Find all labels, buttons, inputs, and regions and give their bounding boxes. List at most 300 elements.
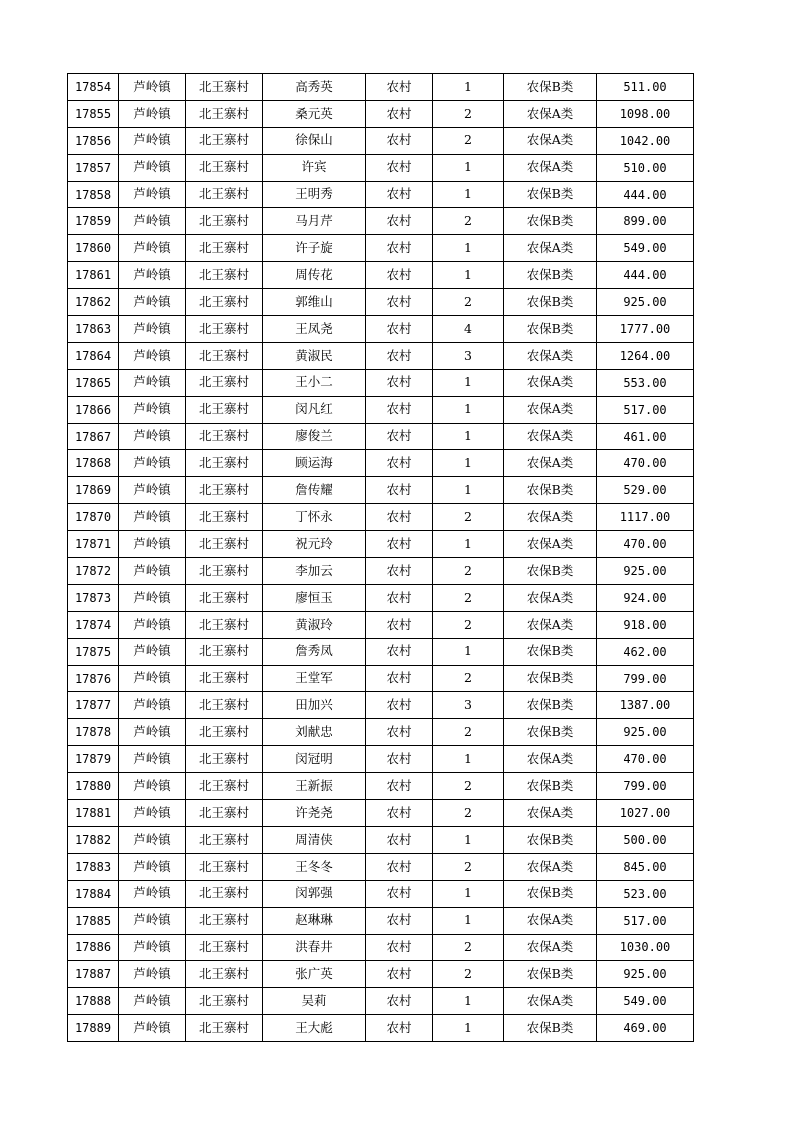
member-count-cell: 3 <box>433 342 504 369</box>
member-count-cell: 1 <box>433 880 504 907</box>
member-count-cell: 4 <box>433 316 504 343</box>
household-type-cell: 农村 <box>366 127 433 154</box>
insurance-category-cell: 农保A类 <box>504 584 597 611</box>
town-cell: 芦岭镇 <box>119 369 186 396</box>
household-type-cell: 农村 <box>366 746 433 773</box>
record-id-cell: 17878 <box>68 719 119 746</box>
person-name-cell: 闵郭强 <box>263 880 366 907</box>
person-name-cell: 祝元玲 <box>263 531 366 558</box>
member-count-cell: 1 <box>433 988 504 1015</box>
town-cell: 芦岭镇 <box>119 450 186 477</box>
record-id-cell: 17855 <box>68 100 119 127</box>
record-id-cell: 17863 <box>68 316 119 343</box>
village-cell: 北王寨村 <box>186 907 263 934</box>
town-cell: 芦岭镇 <box>119 907 186 934</box>
household-type-cell: 农村 <box>366 638 433 665</box>
member-count-cell: 1 <box>433 477 504 504</box>
household-type-cell: 农村 <box>366 880 433 907</box>
town-cell: 芦岭镇 <box>119 584 186 611</box>
insurance-category-cell: 农保A类 <box>504 100 597 127</box>
record-id-cell: 17882 <box>68 826 119 853</box>
household-type-cell: 农村 <box>366 531 433 558</box>
amount-cell: 1117.00 <box>597 504 694 531</box>
insurance-category-cell: 农保B类 <box>504 961 597 988</box>
village-cell: 北王寨村 <box>186 692 263 719</box>
member-count-cell: 2 <box>433 611 504 638</box>
town-cell: 芦岭镇 <box>119 880 186 907</box>
town-cell: 芦岭镇 <box>119 181 186 208</box>
member-count-cell: 1 <box>433 235 504 262</box>
town-cell: 芦岭镇 <box>119 558 186 585</box>
person-name-cell: 周清侠 <box>263 826 366 853</box>
record-id-cell: 17872 <box>68 558 119 585</box>
village-cell: 北王寨村 <box>186 369 263 396</box>
member-count-cell: 3 <box>433 692 504 719</box>
person-name-cell: 洪春井 <box>263 934 366 961</box>
member-count-cell: 1 <box>433 1015 504 1042</box>
person-name-cell: 郭维山 <box>263 289 366 316</box>
member-count-cell: 2 <box>433 127 504 154</box>
town-cell: 芦岭镇 <box>119 127 186 154</box>
record-id-cell: 17856 <box>68 127 119 154</box>
amount-cell: 462.00 <box>597 638 694 665</box>
member-count-cell: 1 <box>433 907 504 934</box>
record-id-cell: 17861 <box>68 262 119 289</box>
village-cell: 北王寨村 <box>186 638 263 665</box>
table-row <box>68 450 694 477</box>
member-count-cell: 1 <box>433 746 504 773</box>
person-name-cell: 刘献忠 <box>263 719 366 746</box>
village-cell: 北王寨村 <box>186 826 263 853</box>
member-count-cell: 2 <box>433 289 504 316</box>
table-row <box>68 262 694 289</box>
town-cell: 芦岭镇 <box>119 316 186 343</box>
amount-cell: 925.00 <box>597 289 694 316</box>
village-cell: 北王寨村 <box>186 665 263 692</box>
village-cell: 北王寨村 <box>186 208 263 235</box>
member-count-cell: 1 <box>433 74 504 101</box>
insurance-category-cell: 农保B类 <box>504 880 597 907</box>
town-cell: 芦岭镇 <box>119 611 186 638</box>
town-cell: 芦岭镇 <box>119 396 186 423</box>
town-cell: 芦岭镇 <box>119 262 186 289</box>
household-type-cell: 农村 <box>366 154 433 181</box>
person-name-cell: 黄淑民 <box>263 342 366 369</box>
records-table-body <box>68 74 694 1042</box>
amount-cell: 1264.00 <box>597 342 694 369</box>
insurance-category-cell: 农保B类 <box>504 316 597 343</box>
person-name-cell: 田加兴 <box>263 692 366 719</box>
amount-cell: 470.00 <box>597 450 694 477</box>
village-cell: 北王寨村 <box>186 74 263 101</box>
member-count-cell: 2 <box>433 961 504 988</box>
village-cell: 北王寨村 <box>186 584 263 611</box>
insurance-category-cell: 农保A类 <box>504 531 597 558</box>
household-type-cell: 农村 <box>366 504 433 531</box>
table-row <box>68 316 694 343</box>
amount-cell: 918.00 <box>597 611 694 638</box>
town-cell: 芦岭镇 <box>119 853 186 880</box>
insurance-category-cell: 农保A类 <box>504 611 597 638</box>
household-type-cell: 农村 <box>366 611 433 638</box>
town-cell: 芦岭镇 <box>119 342 186 369</box>
table-row <box>68 880 694 907</box>
household-type-cell: 农村 <box>366 423 433 450</box>
person-name-cell: 徐保山 <box>263 127 366 154</box>
person-name-cell: 赵琳琳 <box>263 907 366 934</box>
village-cell: 北王寨村 <box>186 746 263 773</box>
village-cell: 北王寨村 <box>186 450 263 477</box>
insurance-category-cell: 农保B类 <box>504 262 597 289</box>
household-type-cell: 农村 <box>366 934 433 961</box>
person-name-cell: 王冬冬 <box>263 853 366 880</box>
record-id-cell: 17881 <box>68 800 119 827</box>
insurance-category-cell: 农保B类 <box>504 665 597 692</box>
amount-cell: 529.00 <box>597 477 694 504</box>
household-type-cell: 农村 <box>366 369 433 396</box>
member-count-cell: 2 <box>433 800 504 827</box>
record-id-cell: 17865 <box>68 369 119 396</box>
record-id-cell: 17877 <box>68 692 119 719</box>
person-name-cell: 顾运海 <box>263 450 366 477</box>
household-type-cell: 农村 <box>366 74 433 101</box>
record-id-cell: 17883 <box>68 853 119 880</box>
village-cell: 北王寨村 <box>186 611 263 638</box>
town-cell: 芦岭镇 <box>119 235 186 262</box>
record-id-cell: 17879 <box>68 746 119 773</box>
household-type-cell: 农村 <box>366 826 433 853</box>
table-row <box>68 74 694 101</box>
village-cell: 北王寨村 <box>186 961 263 988</box>
insurance-category-cell: 农保B类 <box>504 74 597 101</box>
village-cell: 北王寨村 <box>186 342 263 369</box>
record-id-cell: 17867 <box>68 423 119 450</box>
insurance-category-cell: 农保A类 <box>504 342 597 369</box>
amount-cell: 461.00 <box>597 423 694 450</box>
amount-cell: 517.00 <box>597 396 694 423</box>
amount-cell: 549.00 <box>597 235 694 262</box>
record-id-cell: 17870 <box>68 504 119 531</box>
table-row <box>68 1015 694 1042</box>
amount-cell: 469.00 <box>597 1015 694 1042</box>
household-type-cell: 农村 <box>366 100 433 127</box>
person-name-cell: 廖俊兰 <box>263 423 366 450</box>
member-count-cell: 1 <box>433 423 504 450</box>
record-id-cell: 17864 <box>68 342 119 369</box>
member-count-cell: 1 <box>433 396 504 423</box>
household-type-cell: 农村 <box>366 450 433 477</box>
table-row <box>68 100 694 127</box>
person-name-cell: 詹秀凤 <box>263 638 366 665</box>
person-name-cell: 周传花 <box>263 262 366 289</box>
table-row <box>68 934 694 961</box>
insurance-category-cell: 农保A类 <box>504 907 597 934</box>
village-cell: 北王寨村 <box>186 558 263 585</box>
insurance-category-cell: 农保B类 <box>504 638 597 665</box>
amount-cell: 470.00 <box>597 746 694 773</box>
town-cell: 芦岭镇 <box>119 665 186 692</box>
household-type-cell: 农村 <box>366 208 433 235</box>
insurance-category-cell: 农保A类 <box>504 127 597 154</box>
records-table <box>67 73 694 1042</box>
person-name-cell: 桑元英 <box>263 100 366 127</box>
person-name-cell: 詹传耀 <box>263 477 366 504</box>
insurance-category-cell: 农保A类 <box>504 369 597 396</box>
amount-cell: 925.00 <box>597 961 694 988</box>
village-cell: 北王寨村 <box>186 773 263 800</box>
member-count-cell: 1 <box>433 531 504 558</box>
village-cell: 北王寨村 <box>186 1015 263 1042</box>
insurance-category-cell: 农保A类 <box>504 235 597 262</box>
amount-cell: 799.00 <box>597 773 694 800</box>
town-cell: 芦岭镇 <box>119 961 186 988</box>
table-row <box>68 853 694 880</box>
table-row <box>68 611 694 638</box>
insurance-category-cell: 农保A类 <box>504 853 597 880</box>
village-cell: 北王寨村 <box>186 262 263 289</box>
member-count-cell: 2 <box>433 100 504 127</box>
insurance-category-cell: 农保A类 <box>504 988 597 1015</box>
table-row <box>68 154 694 181</box>
village-cell: 北王寨村 <box>186 853 263 880</box>
table-row <box>68 907 694 934</box>
amount-cell: 1098.00 <box>597 100 694 127</box>
insurance-category-cell: 农保B类 <box>504 181 597 208</box>
record-sheet <box>67 73 693 1042</box>
table-row <box>68 961 694 988</box>
town-cell: 芦岭镇 <box>119 423 186 450</box>
insurance-category-cell: 农保A类 <box>504 746 597 773</box>
member-count-cell: 1 <box>433 181 504 208</box>
town-cell: 芦岭镇 <box>119 504 186 531</box>
household-type-cell: 农村 <box>366 907 433 934</box>
record-id-cell: 17888 <box>68 988 119 1015</box>
member-count-cell: 2 <box>433 719 504 746</box>
amount-cell: 1777.00 <box>597 316 694 343</box>
household-type-cell: 农村 <box>366 342 433 369</box>
person-name-cell: 黄淑玲 <box>263 611 366 638</box>
household-type-cell: 农村 <box>366 665 433 692</box>
record-id-cell: 17876 <box>68 665 119 692</box>
insurance-category-cell: 农保B类 <box>504 692 597 719</box>
village-cell: 北王寨村 <box>186 719 263 746</box>
member-count-cell: 2 <box>433 665 504 692</box>
household-type-cell: 农村 <box>366 719 433 746</box>
record-id-cell: 17862 <box>68 289 119 316</box>
amount-cell: 1042.00 <box>597 127 694 154</box>
record-id-cell: 17880 <box>68 773 119 800</box>
table-row <box>68 746 694 773</box>
record-id-cell: 17868 <box>68 450 119 477</box>
insurance-category-cell: 农保B类 <box>504 477 597 504</box>
town-cell: 芦岭镇 <box>119 289 186 316</box>
amount-cell: 444.00 <box>597 262 694 289</box>
record-id-cell: 17889 <box>68 1015 119 1042</box>
town-cell: 芦岭镇 <box>119 773 186 800</box>
table-row <box>68 235 694 262</box>
village-cell: 北王寨村 <box>186 289 263 316</box>
amount-cell: 925.00 <box>597 558 694 585</box>
person-name-cell: 王大彪 <box>263 1015 366 1042</box>
table-row <box>68 584 694 611</box>
town-cell: 芦岭镇 <box>119 800 186 827</box>
village-cell: 北王寨村 <box>186 531 263 558</box>
village-cell: 北王寨村 <box>186 100 263 127</box>
town-cell: 芦岭镇 <box>119 531 186 558</box>
record-id-cell: 17859 <box>68 208 119 235</box>
insurance-category-cell: 农保B类 <box>504 208 597 235</box>
insurance-category-cell: 农保B类 <box>504 558 597 585</box>
table-row <box>68 692 694 719</box>
town-cell: 芦岭镇 <box>119 154 186 181</box>
person-name-cell: 李加云 <box>263 558 366 585</box>
record-id-cell: 17875 <box>68 638 119 665</box>
insurance-category-cell: 农保A类 <box>504 154 597 181</box>
amount-cell: 510.00 <box>597 154 694 181</box>
amount-cell: 511.00 <box>597 74 694 101</box>
amount-cell: 549.00 <box>597 988 694 1015</box>
village-cell: 北王寨村 <box>186 477 263 504</box>
town-cell: 芦岭镇 <box>119 100 186 127</box>
table-row <box>68 181 694 208</box>
person-name-cell: 马月芹 <box>263 208 366 235</box>
table-row <box>68 342 694 369</box>
amount-cell: 1027.00 <box>597 800 694 827</box>
table-row <box>68 127 694 154</box>
town-cell: 芦岭镇 <box>119 719 186 746</box>
table-row <box>68 289 694 316</box>
town-cell: 芦岭镇 <box>119 74 186 101</box>
insurance-category-cell: 农保B类 <box>504 1015 597 1042</box>
household-type-cell: 农村 <box>366 800 433 827</box>
member-count-cell: 1 <box>433 369 504 396</box>
person-name-cell: 闵冠明 <box>263 746 366 773</box>
table-row <box>68 800 694 827</box>
table-row <box>68 531 694 558</box>
person-name-cell: 王堂军 <box>263 665 366 692</box>
record-id-cell: 17854 <box>68 74 119 101</box>
table-row <box>68 504 694 531</box>
member-count-cell: 2 <box>433 934 504 961</box>
person-name-cell: 王新振 <box>263 773 366 800</box>
town-cell: 芦岭镇 <box>119 934 186 961</box>
person-name-cell: 高秀英 <box>263 74 366 101</box>
amount-cell: 899.00 <box>597 208 694 235</box>
amount-cell: 799.00 <box>597 665 694 692</box>
insurance-category-cell: 农保A类 <box>504 934 597 961</box>
person-name-cell: 廖恒玉 <box>263 584 366 611</box>
town-cell: 芦岭镇 <box>119 208 186 235</box>
insurance-category-cell: 农保A类 <box>504 450 597 477</box>
table-row <box>68 773 694 800</box>
table-row <box>68 208 694 235</box>
amount-cell: 517.00 <box>597 907 694 934</box>
town-cell: 芦岭镇 <box>119 692 186 719</box>
village-cell: 北王寨村 <box>186 934 263 961</box>
household-type-cell: 农村 <box>366 316 433 343</box>
household-type-cell: 农村 <box>366 853 433 880</box>
table-row <box>68 423 694 450</box>
member-count-cell: 1 <box>433 826 504 853</box>
table-row <box>68 638 694 665</box>
table-row <box>68 477 694 504</box>
amount-cell: 925.00 <box>597 719 694 746</box>
household-type-cell: 农村 <box>366 262 433 289</box>
insurance-category-cell: 农保B类 <box>504 719 597 746</box>
town-cell: 芦岭镇 <box>119 477 186 504</box>
amount-cell: 444.00 <box>597 181 694 208</box>
village-cell: 北王寨村 <box>186 316 263 343</box>
person-name-cell: 王凤尧 <box>263 316 366 343</box>
record-id-cell: 17866 <box>68 396 119 423</box>
amount-cell: 553.00 <box>597 369 694 396</box>
record-id-cell: 17873 <box>68 584 119 611</box>
member-count-cell: 1 <box>433 450 504 477</box>
household-type-cell: 农村 <box>366 1015 433 1042</box>
village-cell: 北王寨村 <box>186 181 263 208</box>
town-cell: 芦岭镇 <box>119 746 186 773</box>
person-name-cell: 许尧尧 <box>263 800 366 827</box>
table-row <box>68 369 694 396</box>
village-cell: 北王寨村 <box>186 504 263 531</box>
table-row <box>68 988 694 1015</box>
household-type-cell: 农村 <box>366 773 433 800</box>
person-name-cell: 吴莉 <box>263 988 366 1015</box>
amount-cell: 470.00 <box>597 531 694 558</box>
record-id-cell: 17887 <box>68 961 119 988</box>
village-cell: 北王寨村 <box>186 396 263 423</box>
table-row <box>68 826 694 853</box>
household-type-cell: 农村 <box>366 692 433 719</box>
household-type-cell: 农村 <box>366 396 433 423</box>
village-cell: 北王寨村 <box>186 154 263 181</box>
amount-cell: 1030.00 <box>597 934 694 961</box>
insurance-category-cell: 农保A类 <box>504 423 597 450</box>
person-name-cell: 王小二 <box>263 369 366 396</box>
insurance-category-cell: 农保B类 <box>504 826 597 853</box>
person-name-cell: 闵凡红 <box>263 396 366 423</box>
record-id-cell: 17860 <box>68 235 119 262</box>
household-type-cell: 农村 <box>366 477 433 504</box>
record-id-cell: 17886 <box>68 934 119 961</box>
village-cell: 北王寨村 <box>186 880 263 907</box>
person-name-cell: 张广英 <box>263 961 366 988</box>
person-name-cell: 许子旋 <box>263 235 366 262</box>
amount-cell: 500.00 <box>597 826 694 853</box>
table-row <box>68 396 694 423</box>
village-cell: 北王寨村 <box>186 423 263 450</box>
member-count-cell: 2 <box>433 584 504 611</box>
insurance-category-cell: 农保A类 <box>504 396 597 423</box>
member-count-cell: 1 <box>433 154 504 181</box>
member-count-cell: 1 <box>433 262 504 289</box>
person-name-cell: 王明秀 <box>263 181 366 208</box>
record-id-cell: 17857 <box>68 154 119 181</box>
village-cell: 北王寨村 <box>186 235 263 262</box>
village-cell: 北王寨村 <box>186 127 263 154</box>
member-count-cell: 2 <box>433 208 504 235</box>
table-row <box>68 665 694 692</box>
household-type-cell: 农村 <box>366 961 433 988</box>
record-id-cell: 17884 <box>68 880 119 907</box>
household-type-cell: 农村 <box>366 988 433 1015</box>
table-row <box>68 719 694 746</box>
member-count-cell: 2 <box>433 853 504 880</box>
town-cell: 芦岭镇 <box>119 826 186 853</box>
insurance-category-cell: 农保A类 <box>504 504 597 531</box>
insurance-category-cell: 农保B类 <box>504 289 597 316</box>
record-id-cell: 17858 <box>68 181 119 208</box>
